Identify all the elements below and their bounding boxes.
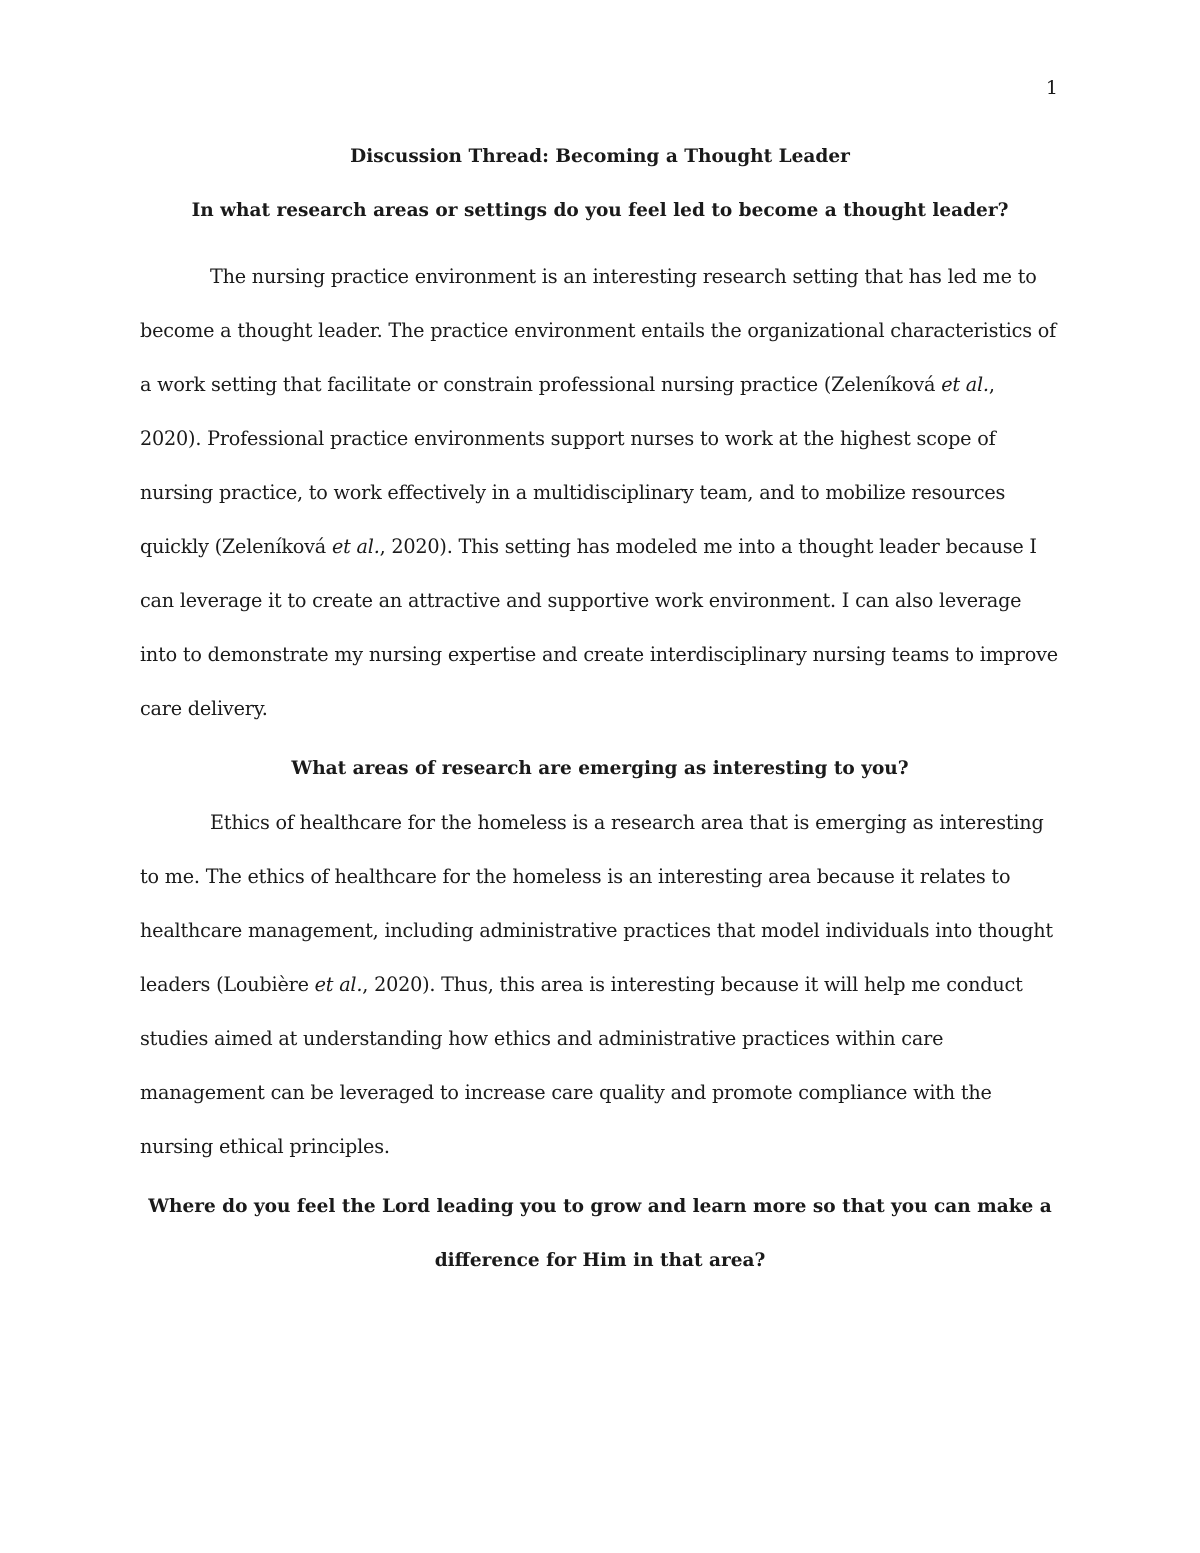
document-title: Discussion Thread: Becoming a Thought Leader xyxy=(350,146,850,167)
section-heading-3: Where do you feel the Lord leading you to grow and learn more so that you can make a difference for Him in that area? xyxy=(148,1196,1052,1271)
citation-et-al: et al. xyxy=(941,373,989,396)
section-paragraph-1: The nursing practice environment is an interesting research setting that has led me to become a thought leader. The practice environment entails the organizational characteristics of a work setting that facilitate or constrain professional nursing practice (Zeleníková et al., 2020). Professional practice environments support nurses to work at the highest scope of nursing practice, to work effectively in a multidisciplinary team, and to mobilize resources quickly (Zeleníková et al., 2020). This setting has modeled me into a thought leader because I can leverage it to create an attractive and supportive work environment. I can also leverage into to demonstrate my nursing expertise and create interdisciplinary nursing teams to improve care delivery. xyxy=(140,265,1058,720)
section-heading-1: In what research areas or settings do you feel led to become a thought leader? xyxy=(191,200,1009,221)
citation-et-al: et al. xyxy=(331,535,380,558)
page-number: 1 xyxy=(1045,77,1058,99)
citation-et-al: et al. xyxy=(314,973,363,996)
section-paragraph-2: Ethics of healthcare for the homeless is a research area that is emerging as interesting to me. The ethics of healthcare for the homeless is an interesting area because it relates to healthcare management, including administrative practices that model individuals into thought leaders (Loubière et al., 2020). Thus, this area is interesting because it will help me conduct studies aimed at understanding how ethics and administrative practices within care management can be leveraged to increase care quality and promote compliance with the nursing ethical principles. xyxy=(140,811,1053,1158)
section-heading-2: What areas of research are emerging as interesting to you? xyxy=(291,758,909,779)
document-body xyxy=(140,142,1060,1288)
